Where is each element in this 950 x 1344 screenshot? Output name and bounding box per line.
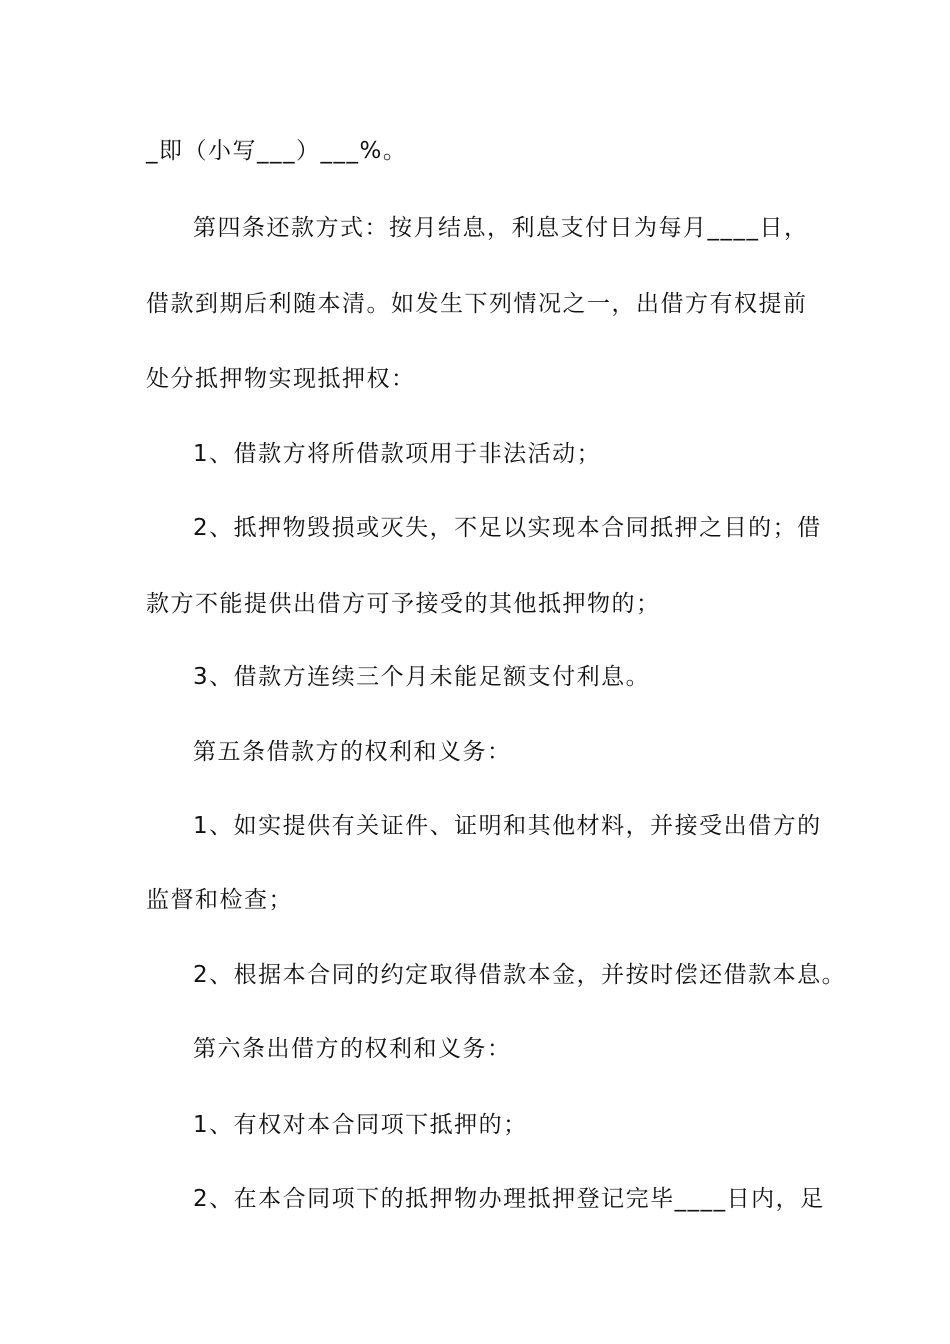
article-5-heading: 第五条借款方的权利和义务： bbox=[193, 739, 512, 765]
article-4-item-3: 3、借款方连续三个月未能足额支付利息。 bbox=[193, 664, 651, 690]
article-4-text-line: 借款到期后利随本清。如发生下列情况之一，出借方有权提前 bbox=[146, 291, 808, 317]
text-line-interest-rate-blank: _即（小写___）___%。 bbox=[146, 138, 408, 164]
article-6-item-2: 2、在本合同项下的抵押物办理抵押登记完毕____日内，足 bbox=[193, 1186, 825, 1212]
article-5-item-1-continued: 监督和检查； bbox=[146, 887, 293, 913]
article-6-item-1: 1、有权对本合同项下抵押的； bbox=[193, 1112, 528, 1138]
article-4-text-line: 处分抵押物实现抵押权： bbox=[146, 366, 416, 392]
article-4-item-2-continued: 款方不能提供出借方可予接受的其他抵押物的； bbox=[146, 591, 661, 617]
article-6-heading: 第六条出借方的权利和义务： bbox=[193, 1036, 512, 1062]
article-5-item-2: 2、根据本合同的约定取得借款本金，并按时偿还借款本息。 bbox=[193, 962, 847, 988]
article-5-item-1: 1、如实提供有关证件、证明和其他材料，并接受出借方的 bbox=[193, 813, 822, 839]
article-4-item-1: 1、借款方将所借款项用于非法活动； bbox=[193, 441, 602, 467]
article-4-item-2: 2、抵押物毁损或灭失，不足以实现本合同抵押之目的；借 bbox=[193, 515, 822, 541]
article-4-heading: 第四条还款方式：按月结息，利息支付日为每月____日， bbox=[193, 215, 809, 241]
